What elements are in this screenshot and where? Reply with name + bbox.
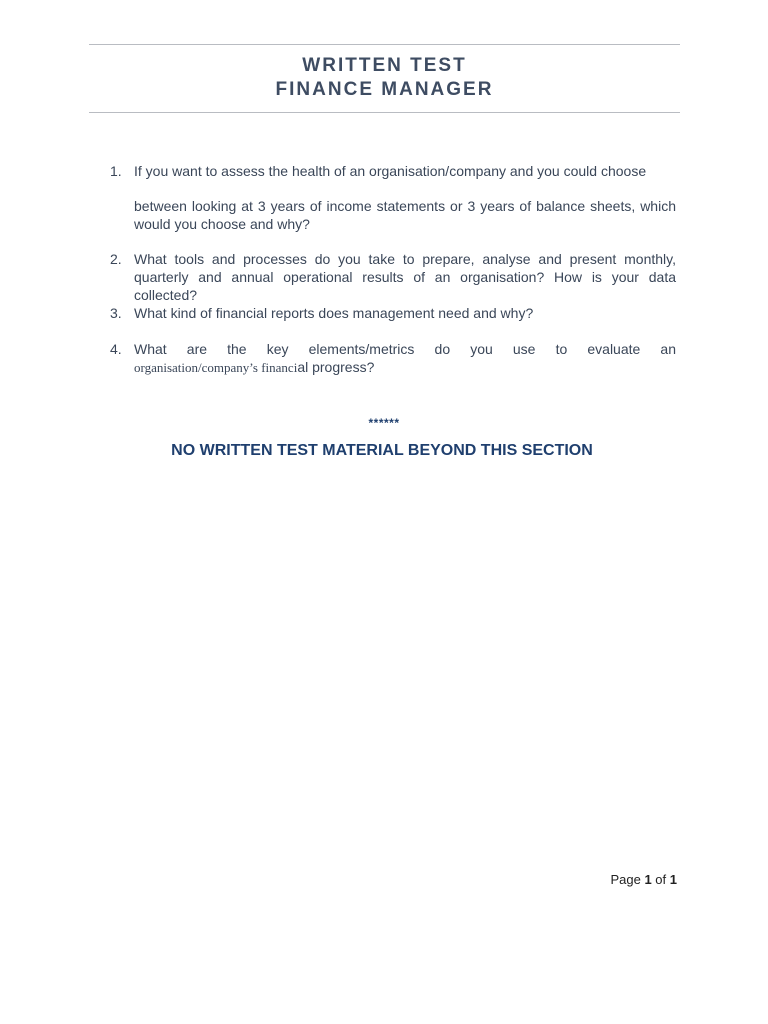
question-text: What are the key elements/metrics do you use to evaluate an: [134, 341, 676, 357]
page-footer: [560, 872, 677, 887]
question-1-continued: [110, 197, 676, 233]
question-4: [110, 340, 676, 377]
document-subtitle: FINANCE MANAGER: [275, 79, 494, 100]
question-text: If you want to assess the health of an organisation/company and you could choose: [134, 163, 647, 179]
question-text-sans-part: al progress?: [297, 359, 375, 375]
question-text: What kind of financial reports does management need and why?: [134, 305, 534, 321]
page-word: Page: [610, 872, 641, 887]
question-number: 1.: [110, 163, 122, 179]
header-top-rule: [89, 44, 680, 45]
header-bottom-rule: [89, 112, 680, 113]
question-text: What tools and processes do you take to prepare, analyse and present monthly, quarterly and annual operational results of an organisation? How is your data collected?: [134, 251, 676, 303]
section-separator: ******: [368, 416, 400, 430]
question-number: 2.: [110, 251, 122, 267]
of-word: of: [655, 872, 667, 887]
question-number: 3.: [110, 305, 122, 321]
question-text-line2: [134, 358, 676, 377]
current-page-number: 1: [644, 872, 652, 887]
question-text-serif-part: organisation/company’s financi: [134, 360, 298, 375]
closing-notice: NO WRITTEN TEST MATERIAL BEYOND THIS SECTION: [171, 442, 593, 459]
question-number: 4.: [110, 341, 122, 357]
total-pages-number: 1: [669, 872, 677, 887]
question-text: between looking at 3 years of income statements or 3 years of balance sheets, which would you choose and why?: [134, 198, 676, 232]
document-title: WRITTEN TEST: [302, 55, 467, 76]
question-1: [110, 162, 690, 180]
question-2: [110, 250, 676, 304]
question-3: [110, 304, 676, 322]
